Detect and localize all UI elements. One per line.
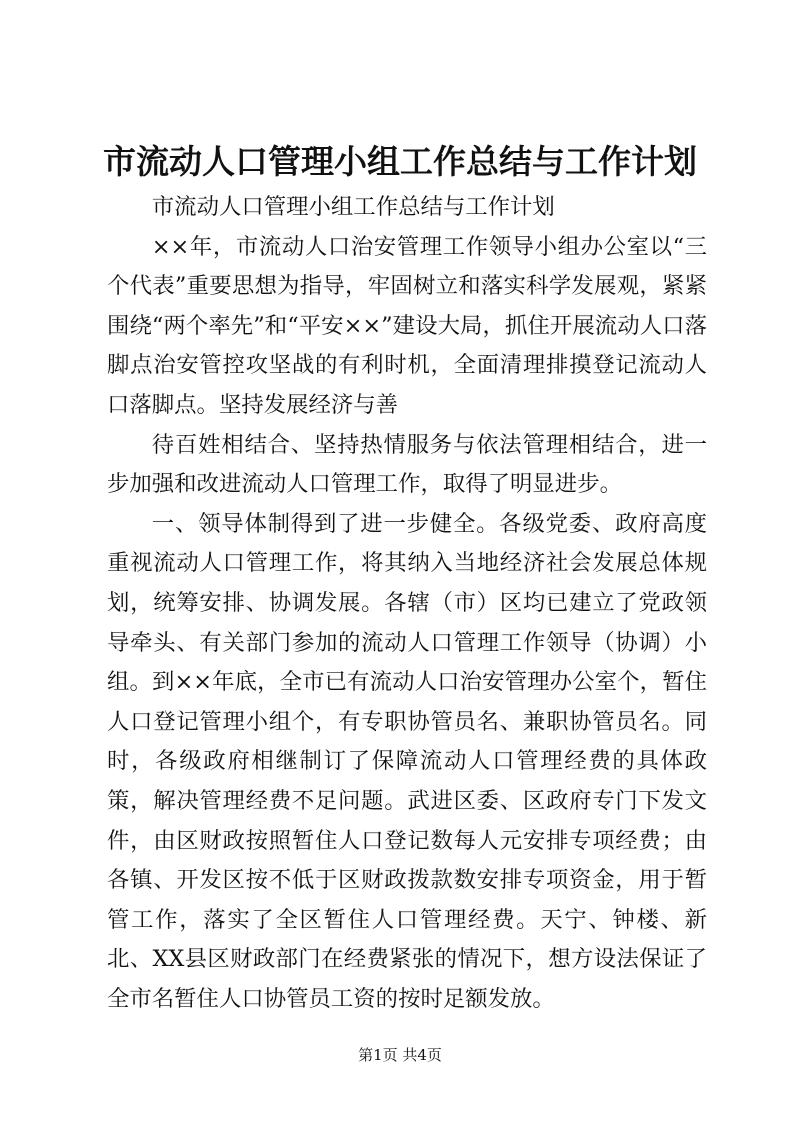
body-paragraph: ××年，市流动人口治安管理工作领导小组办公室以“三个代表”重要思想为指导，牢固树立和落实科学发展观，紧紧围绕“两个率先”和“平安××”建设大局，抓住开展流动人口落脚点治安管控攻坚战的有利时机，全面清理排摸登记流动人口落脚点。坚持发展经济与善 (107, 233, 707, 418)
body-paragraph: 待百姓相结合、坚持热情服务与依法管理相结合，进一步加强和改进流动人口管理工作，取得了明显进步。 (107, 431, 707, 498)
document-body (107, 188, 707, 1019)
body-paragraph: 市流动人口管理小组工作总结与工作计划 (151, 194, 555, 220)
body-paragraph: 一、领导体制得到了进一步健全。各级党委、政府高度重视流动人口管理工作，将其纳入当地经济社会发展总体规划，统筹安排、协调发展。各辖（市）区均已建立了党政领导牵头、有关部门参加的流动人口管理工作领导（协调）小组。到××年底，全市已有流动人口治安管理办公室个，暂住人口登记管理小组个，有专职协管员名、兼职协管员名。同时，各级政府相继制订了保障流动人口管理经费的具体政策，解决管理经费不足问题。武进区委、区政府专门下发文件，由区财政按照暂住人口登记数每人元安排专项经费；由各镇、开发区按不低于区财政拨款数安排专项资金，用于暂管工作，落实了全区暂住人口管理经费。天宁、钟楼、新北、XX县区财政部门在经费紧张的情况下，想方设法保证了全市名暂住人口协管员工资的按时足额发放。 (107, 510, 707, 1012)
page-footer: 第1页 共4页 (358, 1046, 442, 1064)
document-title: 市流动人口管理小组工作总结与工作计划 (103, 142, 697, 181)
